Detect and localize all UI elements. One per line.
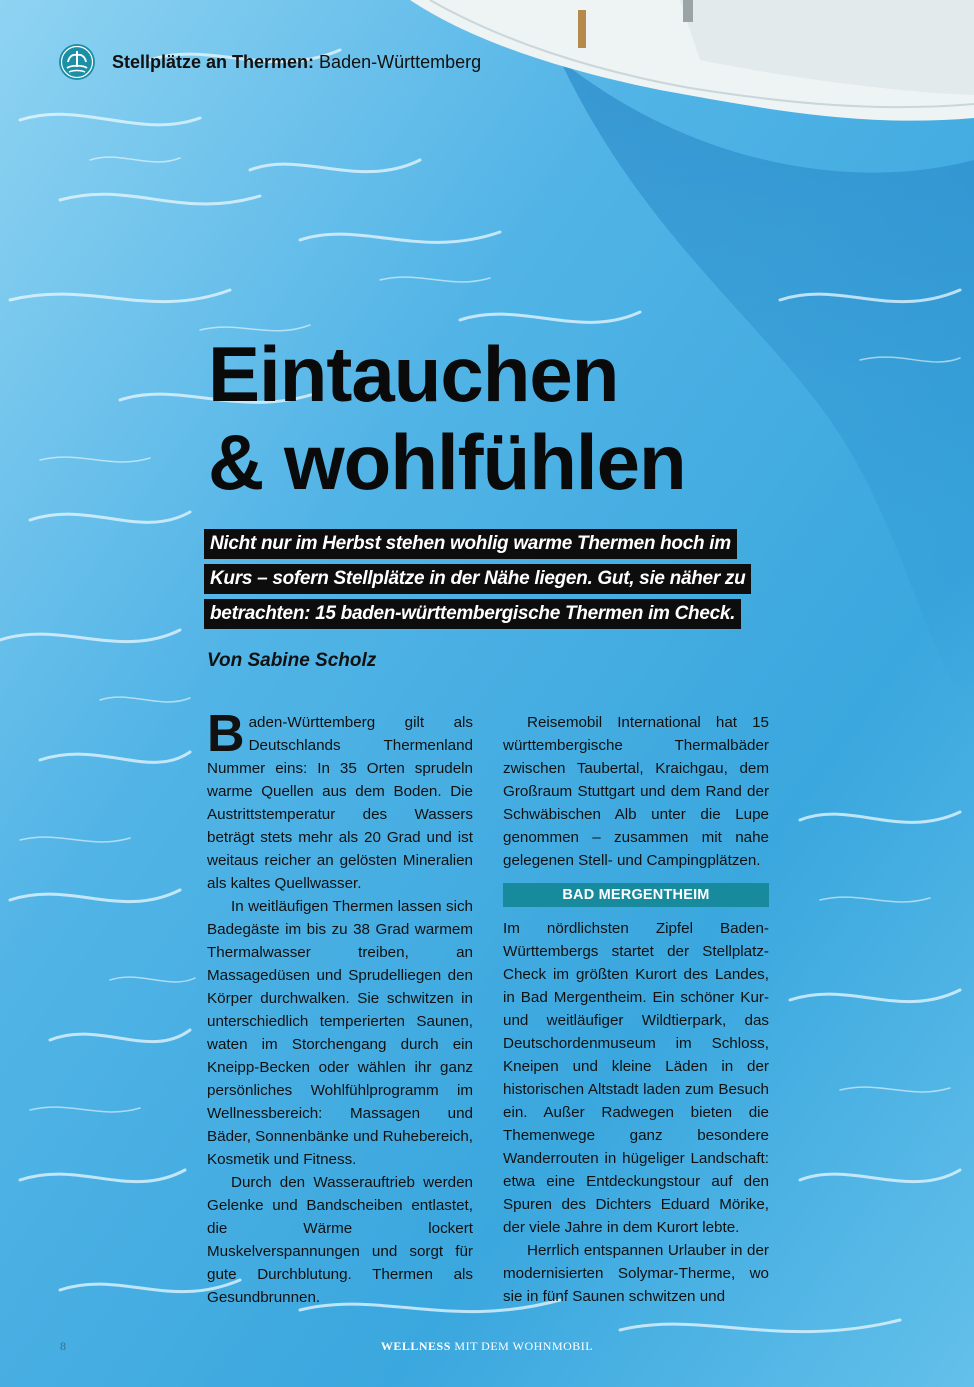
running-header [58, 42, 481, 82]
paragraph: In weitläufigen Thermen lassen sich Badegäste im bis zu 38 Grad warmem Thermalwasser treiben, an Massagedüsen und Sprudelliegen den Körper durchwalken. Sie schwitzen in unterschiedlich temperierten Saunen, waten im Storchengang durch ein Kneipp-Becken oder wählen ihr ganz persönliches Wohlfühlprogramm im Wellnessbereich: Massagen und Bäder, Sonnenbänke und Ruhebereich, Kosmetik und Fitness. [207, 898, 473, 1168]
paragraph: Herrlich entspannen Urlauber in der modernisierten Solymar-Therme, wo sie in fünf Saunen schwitzen und [503, 1242, 769, 1305]
paragraph: Reisemobil International hat 15 württembergische Thermalbäder zwischen Taubertal, Kraichgau, dem Großraum Stuttgart und dem Rand der Schwäbischen Alb unter die Lupe genommen – zusammen mit nahe gelegenen Stell- und Campingplätzen. [503, 714, 769, 869]
magazine-footer-rest: MIT DEM WOHNMOBIL [450, 1339, 594, 1353]
section-label-bold: Stellplätze an Thermen: [112, 51, 315, 72]
paragraph [207, 705, 473, 895]
dropcap: B [207, 705, 245, 763]
page-number: 8 [60, 1339, 66, 1353]
paragraph: Durch den Wasserauftrieb werden Gelenke und Bandscheiben entlastet, die Wärme lockert Muskelverspannungen und sorgt für gute Durchblutung. Thermen als Gesundbrunnen. [207, 1174, 473, 1306]
deck-line: Kurs – sofern Stellplätze in der Nähe liegen. Gut, sie näher zu [204, 564, 751, 594]
section-label-region: Baden-Württemberg [314, 51, 482, 72]
paragraph-text: aden-Württemberg gilt als Deutschlands Thermenland Nummer eins: In 35 Orten sprudeln warme Quellen aus dem Boden. Die Austrittstemperatur des Wassers beträgt stets mehr als 20 Grad und ist weitaus reicher an gelösten Mineralien als kaltes Quellwasser. [207, 714, 473, 892]
section-heading: BAD MERGENTHEIM [503, 883, 769, 907]
title-line-1: Eintauchen [208, 330, 619, 418]
deck-line: Nicht nur im Herbst stehen wohlig warme Thermen hoch im [204, 529, 737, 559]
title-line-2: & wohlfühlen [208, 418, 686, 506]
byline: Von Sabine Scholz [207, 650, 377, 671]
magazine-footer [0, 1339, 974, 1354]
thermal-fountain-icon [58, 43, 96, 81]
paragraph: Im nördlichsten Zipfel Baden-Württembergs startet der Stellplatz-Check im größten Kurort des Landes, in Bad Mergentheim. Ein schöner Kur- und weitläufiger Wildtierpark, das Deutschordenmuseum im Schloss, Kneipen und kleine Läden in der historischen Altstadt laden zum Besuch ein. Außer Radwegen bieten die Themenwege ganz besondere Wanderrouten in hügeliger Landschaft: etwa eine Entdeckungstour auf den Spuren des Dichters Eduard Mörike, der viele Jahre in dem Kurort lebte. [503, 920, 769, 1236]
section-label [112, 52, 481, 73]
article-deck [204, 529, 774, 634]
body-column-left [207, 705, 473, 1309]
body-column-right [503, 711, 769, 1308]
deck-line: betrachten: 15 baden-württembergische Thermen im Check. [204, 599, 741, 629]
magazine-footer-bold: WELLNESS [380, 1339, 451, 1353]
article-title [208, 330, 686, 506]
